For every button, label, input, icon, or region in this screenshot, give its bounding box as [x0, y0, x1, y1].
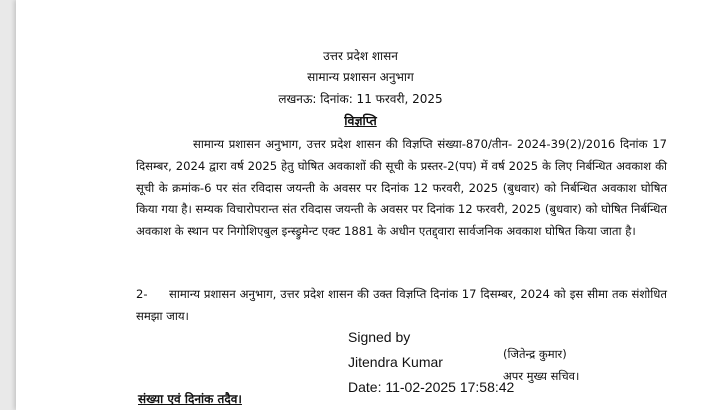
signatory-name: (जितेन्द्र कुमार) — [503, 347, 567, 361]
digital-signature-name: Jitendra Kumar — [348, 354, 443, 370]
header-place-date: लखनऊ: दिनांक: 11 फरवरी, 2025 — [278, 92, 443, 106]
digital-signature-date: Date: 11-02-2025 17:58:42 — [348, 379, 515, 395]
document-title: विज्ञप्ति — [344, 113, 377, 128]
paragraph-2 — [136, 284, 667, 328]
header-department: सामान्य प्रशासन अनुभाग — [307, 70, 414, 84]
paragraph-1: सामान्य प्रशासन अनुभाग, उत्तर प्रदेश शासन की विज्ञप्ति संख्या-870/तीन- 2024-39(2)/2016 दिनांक 17 दिसम्बर, 2024 द्वारा वर्ष 2025 हेतु घोषित अवकाशों की सूची के प्रस्तर-2(पप) में वर्ष 2025 के लिए निर्बन्धित अवकाश की सूची के क्रमांक-6 पर संत रविदास जयन्ती के अवसर पर दिनांक 12 फरवरी, 2025 (बुधवार) को निर्बन्धित अवकाश घोषित किया गया है। सम्यक विचारोपरान्त संत रविदास जयन्ती के अवसर पर दिनांक 12 फरवरी, 2025 (बुधवार) को घोषित निर्बन्धित अवकाश के स्थान पर निगोशिएबुल इन्स्ड्रुमेन्ट एक्ट 1881 के अधीन एतद्द्वारा सार्वजनिक अवकाश घोषित किया जाता है। — [136, 137, 667, 239]
header-government: उत्तर प्रदेश शासन — [323, 49, 398, 63]
signatory-designation: अपर मुख्य सचिव। — [503, 369, 580, 383]
paragraph-2-number: 2- — [136, 287, 148, 301]
paragraph-2-text: सामान्य प्रशासन अनुभाग, उत्तर प्रदेश शासन की उक्त विज्ञप्ति दिनांक 17 दिसम्बर, 2024 को इस सीमा तक संशोधित समझा जाय। — [136, 287, 667, 323]
document-page — [16, 0, 705, 410]
reference-number: संख्या एवं दिनांक तदैव। — [138, 392, 242, 406]
digital-signature-label: Signed by — [348, 329, 411, 345]
